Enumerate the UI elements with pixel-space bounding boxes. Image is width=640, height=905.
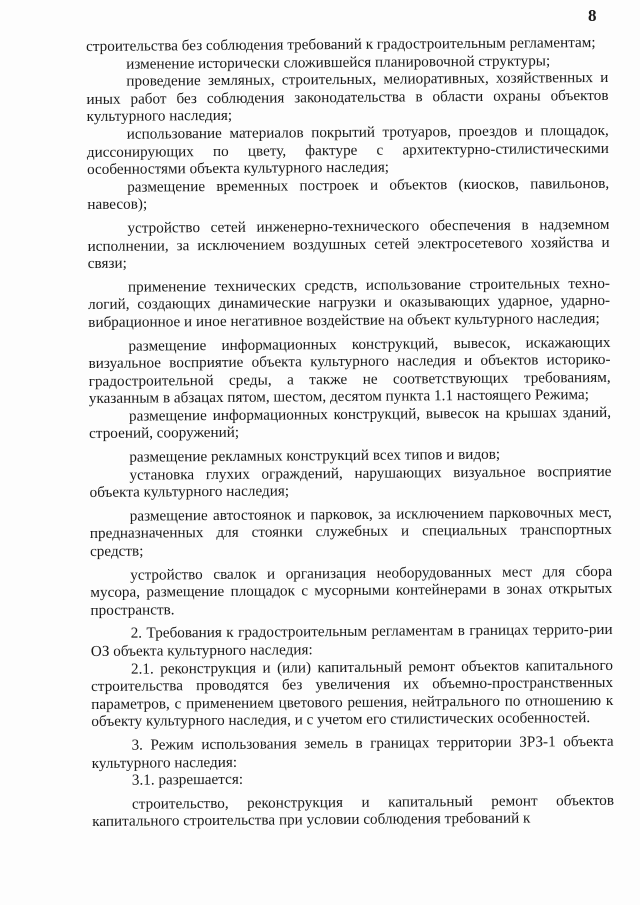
paragraph: размещение автостоянок и парковок, за исключением парковочных мест, предназначенных для стоянки служебных и специальных транспортных средств;	[89, 503, 612, 561]
paragraph: размещение информационных конструкций, вывесок, искажающих визуальное восприятие объекта культурного наследия и объектов историко-градостроительной среды, а также не соответствующих требованиям, указанным в абзацах пятом, шестом, десятом пункта 1.1 настоящего Режима;	[88, 333, 611, 408]
document-body	[86, 34, 614, 831]
paragraph: устройство сетей инженерно-технического обеспечения в надземном исполнении, за исключением воздушных сетей электросетевого хозяйства и связи;	[87, 215, 610, 273]
paragraph: проведение земляных, строительных, мелиоративных, хозяйственных и иных работ без соблюдения законодательства в области охраны объектов культурного наследия;	[86, 69, 609, 126]
paragraph: изменение исторически сложившейся планировочной структуры;	[126, 51, 551, 73]
paragraph: размещение временных построек и объектов (киосков, павильонов, навесов);	[87, 174, 610, 214]
paragraph: применение технических средств, использование строительных техно-логий, создающих динамические нагрузки и оказывающих ударное, ударно-вибрационное и иное негативное воздействие на объект культурного наследия;	[88, 274, 611, 331]
paragraph: использование материалов покрытий тротуаров, проездов и площадок, диссонирующих по цвету, фактуре с архитектурно-стилистическими особенностями объекта культурного наследия;	[86, 121, 609, 179]
paragraph: размещение рекламных конструкций всех типов и видов;	[129, 445, 501, 466]
paragraph: строительства без соблюдения требований к градостроительным регламентам;	[86, 33, 596, 55]
paragraph: 2.1. реконструкция и (или) капитальный ремонт объектов капитального строительства проводятся без увеличения их объемно-пространственных параметров, с применением цветового решения, нейтрального по отношению к объекту культурного наследия, и с учетом его стилистических особенностей.	[91, 656, 614, 731]
paragraph: устройство свалок и организация необорудованных мест для сбора мусора, размещение площадок с мусорными контейнерами в зонах открытых пространств.	[90, 562, 613, 619]
paragraph: 3.1. разрешается:	[131, 770, 244, 789]
paragraph: размещение информационных конструкций, вывесок на крышах зданий, строений, сооружений;	[89, 403, 612, 443]
paragraph: 2. Требования к градостроительным регламентам в границах террито-рии ОЗ объекта культурного наследия:	[90, 621, 613, 660]
paragraph: строительство, реконструкция и капитальный ремонт объектов капитального строительства при условии соблюдения требований к	[92, 791, 615, 831]
paragraph: 3. Режим использования земель в границах территории ЗРЗ-1 объекта культурного наследия:	[91, 732, 614, 772]
paragraph: установка глухих ограждений, нарушающих визуальное восприятие объекта культурного наследия;	[89, 462, 612, 502]
page-number: 8	[588, 6, 597, 25]
